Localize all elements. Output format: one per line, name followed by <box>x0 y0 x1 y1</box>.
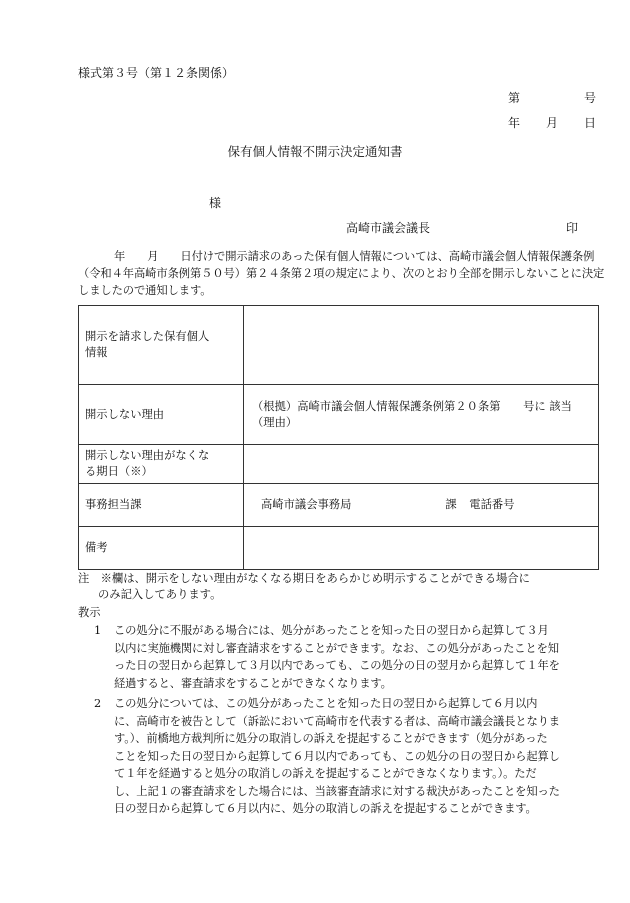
intro-line3: しましたので通知します。 <box>78 284 212 297</box>
reason-basis: （根拠）高崎市議会個人情報保護条例第２０条第 号に <box>252 399 546 413</box>
value-expiry-date <box>244 445 599 484</box>
addressee-suffix: 様 <box>209 196 222 210</box>
value-reason <box>244 385 599 445</box>
instruction-number: 1 <box>94 624 102 637</box>
intro-paragraph <box>78 248 605 299</box>
department-unit: 課 <box>445 498 457 511</box>
number-suffix: 号 <box>583 91 596 105</box>
intro-line1: 日付けで開示請求のあった保有個人情報については、高崎市議会個人情報保護条例 <box>180 250 595 263</box>
footnote-line2: のみ記入してあります。 <box>98 588 222 601</box>
table-row <box>79 484 599 527</box>
instruction-item: 2 この処分については、この処分があったことを知った日の翌日から起算して６月以内 に、高崎市を被告として（訴訟において高崎市を代表する者は、高崎市議会議長となりま す。）、前橋地方裁判所に処分の取消しの訴えを提起することができます（処分があった ことを知った日の翌日から起算して６月以内であっても、この処分の日の翌日から起算し て１年を経過すると処分の取消しの訴えを提起することができなくなります。）。ただ し、上記１の審査請求をした場合には、当該審査請求に対する裁決があったことを知った 日の翌日から起算して６月以内に、処分の取消しの訴えを提起することができます。 <box>94 697 560 815</box>
label-department: 事務担当課 <box>79 484 244 527</box>
label-expiry-date: 開示しない理由がなくな る期日（※） <box>79 445 244 484</box>
intro-line2: （令和４年高崎市条例第５０号）第２４条第２項の規定により、次のとおり全部を開示しないことに決定 <box>78 267 605 280</box>
document-title: 保有個人情報不開示決定通知書 <box>227 144 403 159</box>
label-reason: 開示しない理由 <box>79 385 244 445</box>
document-number-line <box>508 89 596 106</box>
table-row <box>79 306 599 385</box>
instruction-number: 2 <box>94 697 102 710</box>
label-remarks: 備考 <box>79 527 244 570</box>
date-month: 月 <box>546 116 559 130</box>
document-date-line <box>508 114 596 131</box>
reason-basis-cont: 該当 <box>549 399 572 413</box>
footnote-line1: 注 ※欄は、開示をしない理由がなくなる期日をあらかじめ明示することができる場合に <box>78 572 530 585</box>
department-name: 高崎市議会事務局 <box>261 498 352 511</box>
value-department <box>244 484 599 527</box>
table-row <box>79 445 599 484</box>
reason-detail: （理由） <box>252 415 298 429</box>
footnote <box>78 571 530 603</box>
seal-mark: 印 <box>566 221 579 235</box>
table-row <box>79 527 599 570</box>
decision-table <box>78 305 599 570</box>
issuer-name: 高崎市議会議長 <box>346 221 431 235</box>
instruction-item: 1 この処分に不服がある場合には、処分があったことを知った日の翌日から起算して３月 以内に実施機関に対し審査請求をすることができます。なお、この処分があったことを知 った日の翌日から起算して３月以内であっても、この処分の日の翌月から起算して１年を 経過すると、審査請求をすることができなくなります。 <box>94 624 560 690</box>
date-day: 日 <box>583 116 596 130</box>
number-prefix: 第 <box>508 91 521 105</box>
value-requested-info <box>244 306 599 385</box>
phone-number-label: 電話番号 <box>469 498 515 511</box>
intro-month: 月 <box>147 250 159 263</box>
value-remarks <box>244 527 599 570</box>
instruction-list <box>94 622 604 821</box>
instruction-heading: 教示 <box>78 606 101 619</box>
table-row <box>79 385 599 445</box>
intro-year: 年 <box>114 250 126 263</box>
date-year: 年 <box>508 116 521 130</box>
form-label: 様式第３号（第１２条関係） <box>78 66 235 80</box>
label-requested-info: 開示を請求した保有個人 情報 <box>79 306 244 385</box>
